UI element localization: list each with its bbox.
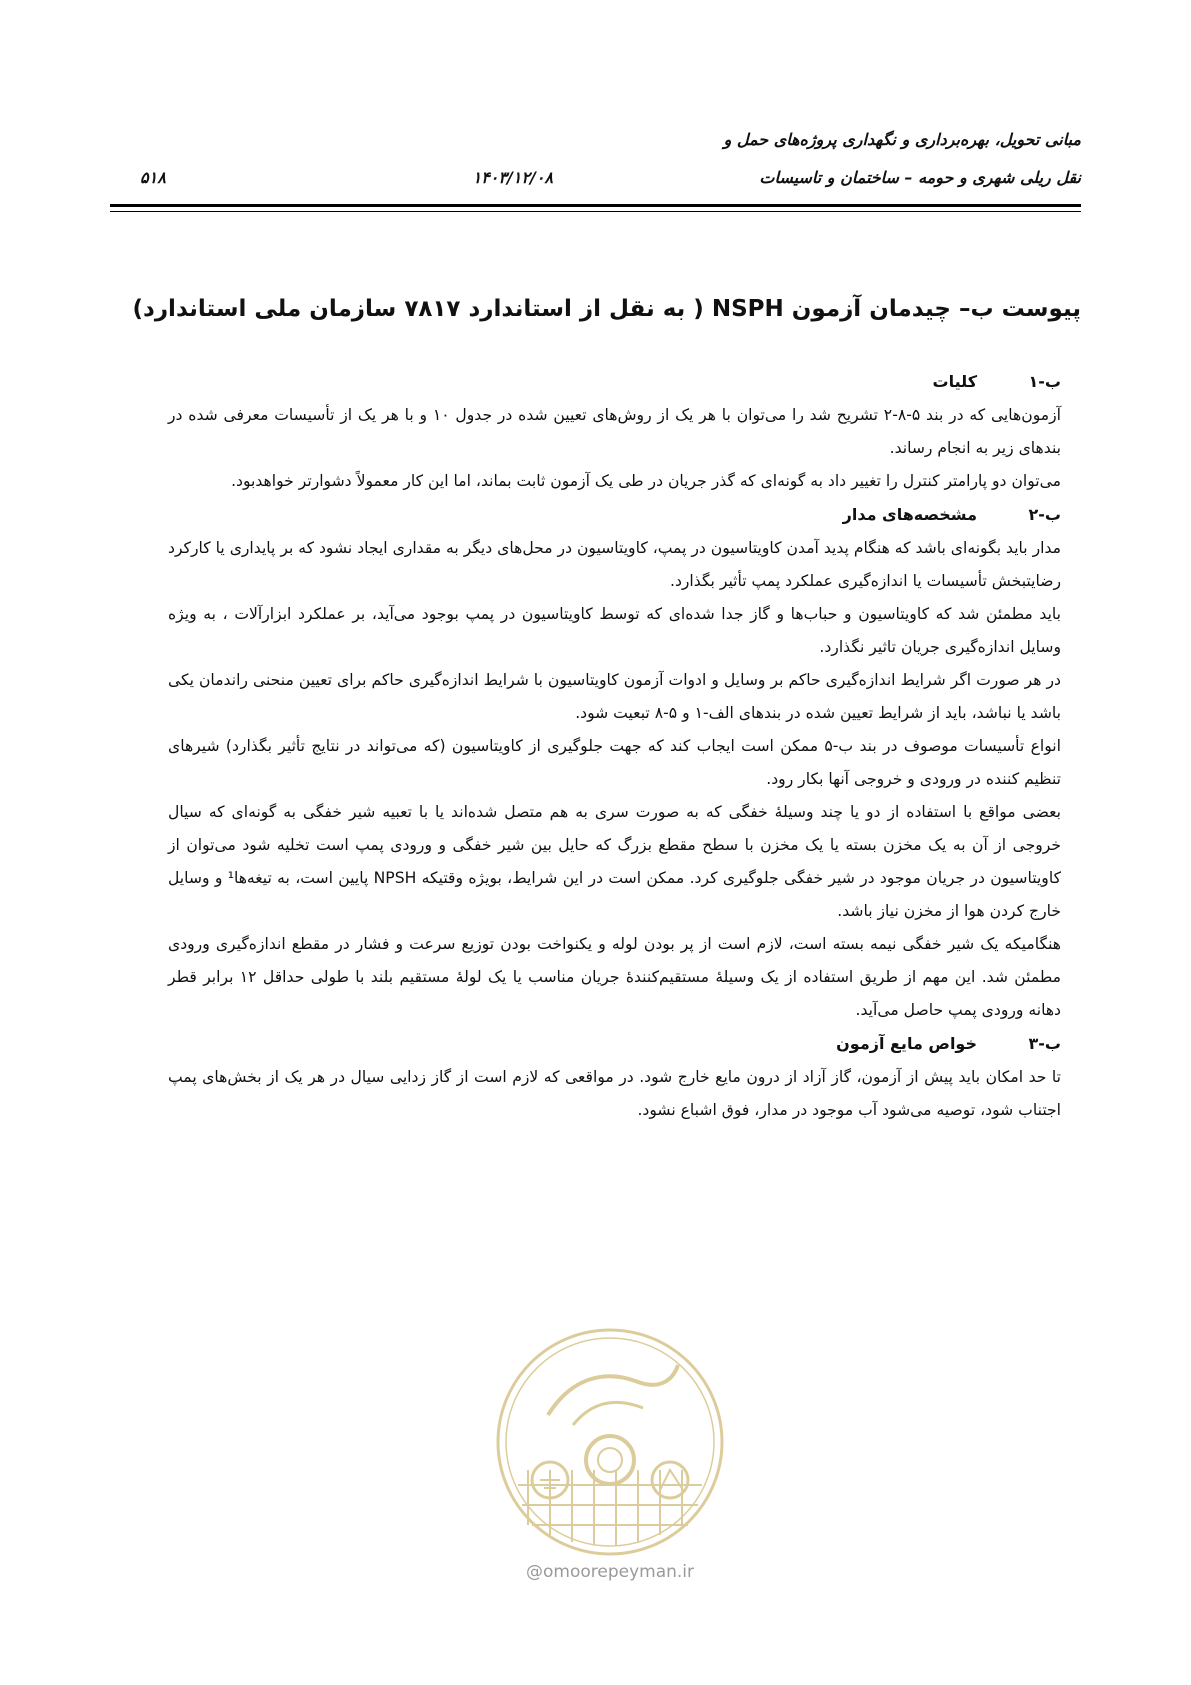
section-heading bbox=[168, 498, 1061, 532]
paragraph: انواع تأسیسات موصوف در بند ب-۵ ممکن است ایجاب کند که جهت جلوگیری از کاویتاسیون (که می‌تواند در نتایج تأثیر بگذارد) شیرهای تنظیم کننده در ورودی و خروجی آنها بکار رود. bbox=[168, 737, 1061, 788]
document-body bbox=[168, 365, 1061, 1127]
paragraph: بعضی مواقع با استفاده از دو یا چند وسیلهٔ خفگی که به صورت سری به هم متصل شده‌اند یا با تعبیه شیر خفگی به گونه‌ای که سیال خروجی از آن به یک مخزن بسته یا یک مخزن با سطح مقطع بزرگ که حایل بین شیر خفگی و ورودی پمپ است تخلیه شود می‌توان از کاویتاسیون در جریان موجود در شیر خفگی جلوگیری کرد. ممکن است در این شرایط، بویژه وقتیکه NPSH پایین است، به تیغه‌ها¹ و وسایل خارج کردن هوا از مخزن نیاز باشد. bbox=[168, 803, 1061, 920]
section-title: خواص مایع آزمون bbox=[836, 1034, 977, 1053]
paragraph: تا حد امکان باید پیش از آزمون، گاز آزاد از درون مایع خارج شود. در مواقعی که لازم است از گاز زدایی سیال در هر یک از بخش‌های پمپ اجتناب شود، توصیه می‌شود آب موجود در مدار، فوق اشباع نشود. bbox=[168, 1068, 1061, 1119]
paragraph: هنگامیکه یک شیر خفگی نیمه بسته است، لازم است از پر بودن لوله و یکنواخت بودن توزیع سرعت و فشار در مقطع اندازه‌گیری ورودی مطمئن شد. این مهم از طریق استفاده از یک وسیلهٔ مستقیم‌کنندهٔ جریان مناسب یا یک لولهٔ مستقیم بلند با طولی حداقل ۱۲ برابر قطر دهانه ورودی پمپ حاصل می‌آید. bbox=[168, 935, 1062, 1019]
paragraph: در هر صورت اگر شرایط اندازه‌گیری حاکم بر وسایل و ادوات آزمون کاویتاسیون با شرایط اندازه‌گیری حاکم برای تعیین منحنی راندمان یکی باشد یا نباشد، باید از شرایط تعیین شده در بندهای الف-۱ و ۵-۸ تبعیت شود. bbox=[168, 671, 1061, 722]
section-heading bbox=[168, 365, 1061, 399]
paragraph: باید مطمئن شد که کاویتاسیون و حباب‌ها و گاز جدا شده‌ای که توسط کاویتاسیون در پمپ بوجود می‌آید، بر عملکرد ابزارآلات ، به ویژه وسایل اندازه‌گیری جریان تاثیر نگذارد. bbox=[168, 605, 1061, 656]
header-date: ۱۴۰۳/۱۲/۰۸ bbox=[472, 168, 553, 187]
header-rule-thick bbox=[110, 204, 1081, 207]
watermark-seal-logo bbox=[488, 1320, 733, 1565]
header-title-line2: نقل ریلی شهری و حومه – ساختمان و تاسیسات bbox=[759, 168, 1081, 187]
section-heading bbox=[168, 1027, 1061, 1061]
header-line2 bbox=[110, 168, 1081, 192]
paragraph: می‌توان دو پارامتر کنترل را تغییر داد به گونه‌ای که گذر جریان در طی یک آزمون ثابت بماند، اما این کار معمولاً دشوارتر خواهدبود. bbox=[231, 472, 1061, 490]
paragraph: مدار باید بگونه‌ای باشد که هنگام پدید آمدن کاویتاسیون در پمپ، کاویتاسیون در محل‌های دیگر به مقداری ایجاد نشود که بر پایداری یا کارکرد رضایتبخش تأسیسات یا اندازه‌گیری عملکرد پمپ تأثیر بگذارد. bbox=[168, 539, 1061, 590]
section-title: کلیات bbox=[932, 372, 977, 391]
watermark-url: @omoorepeyman.ir bbox=[525, 1562, 695, 1582]
header-rule-thin bbox=[110, 211, 1081, 212]
section-title: مشخصه‌های مدار bbox=[842, 505, 977, 524]
page-number: ۵۱۸ bbox=[140, 168, 166, 187]
page-header bbox=[110, 120, 1081, 212]
paragraph: آزمون‌هایی که در بند ۵-۸-۲ تشریح شد را می‌توان با هر یک از روش‌های تعیین شده در جدول ۱۰ و با هر یک از تأسیسات معرفی شده در بندهای زیر به انجام رساند. bbox=[168, 406, 1061, 457]
header-title-line1: مبانی تحویل، بهره‌برداری و نگهداری پروژه‌های حمل و bbox=[723, 130, 1081, 149]
page-title: پیوست ب– چیدمان آزمون NSPH ( به نقل از استاندارد ۷۸۱۷ سازمان ملی استاندارد) bbox=[132, 296, 1081, 322]
section-number: ب-۲ bbox=[1028, 505, 1061, 524]
section-number: ب-۳ bbox=[1028, 1034, 1061, 1053]
section-number: ب-۱ bbox=[1028, 372, 1061, 391]
